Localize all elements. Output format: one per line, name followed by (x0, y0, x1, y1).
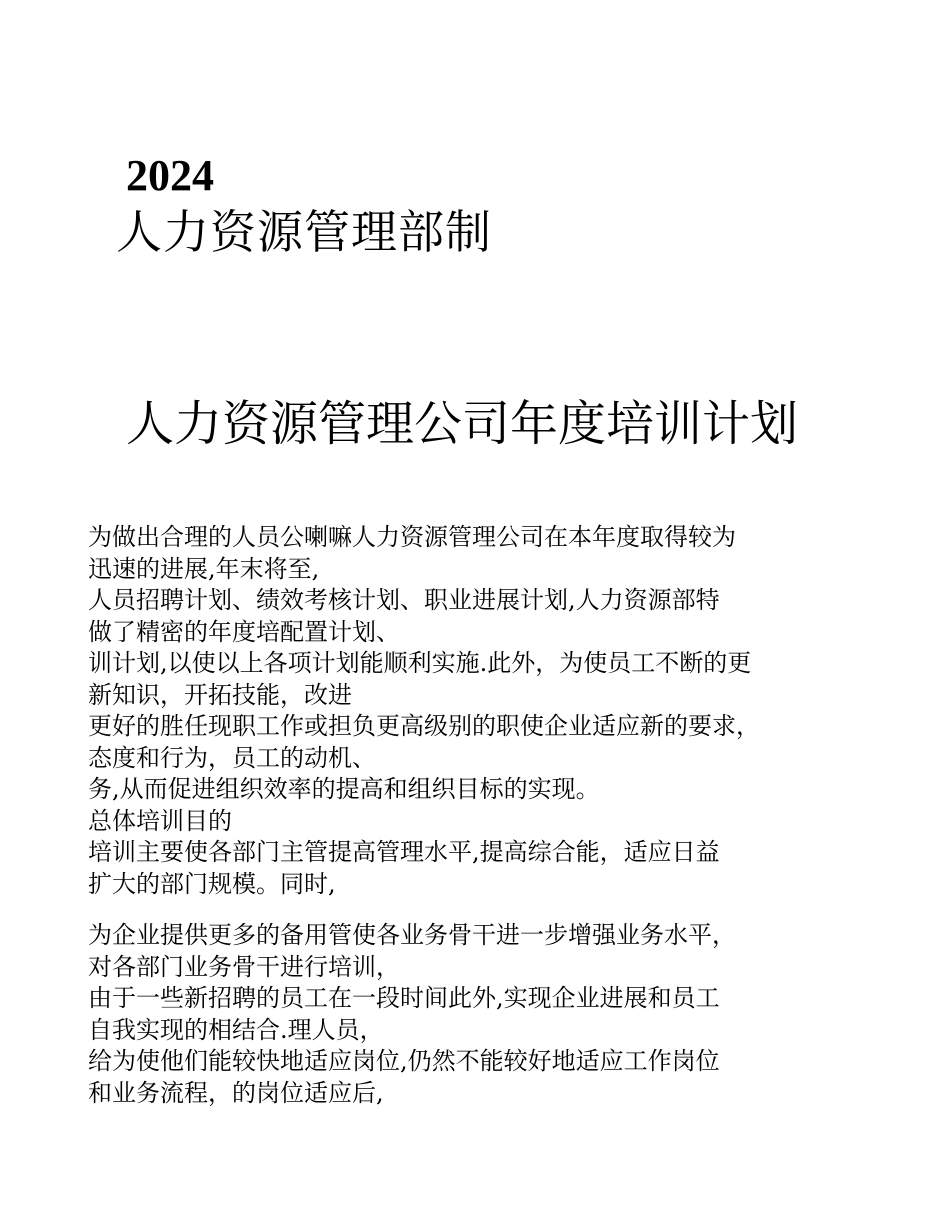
cover-year: 2024 (126, 151, 214, 200)
body-line: 由于一些新招聘的员工在一段时间此外,实现企业进展和员工 (88, 984, 720, 1012)
body-line: 培训主要使各部门主管提高管理水平,提高综合能，适应日益 (88, 838, 720, 866)
paragraph-gap (88, 900, 888, 920)
body-line: 新知识，开拓技能，改进 (88, 680, 352, 709)
body-line: 做了精密的年度培配置计划、 (88, 617, 400, 646)
section-heading: 总体培训目的 (88, 806, 232, 835)
document-title: 人力资源管理公司年度培训计划 (126, 396, 799, 452)
body-line: 为做出合理的人员公喇嘛人力资源管理公司在本年度取得较为 (88, 523, 736, 551)
body-line: 和业务流程，的岗位适应后, (88, 1078, 384, 1107)
document-body (88, 522, 888, 1109)
body-line: 自我实现的相结合.理人员， (88, 1015, 384, 1044)
cover-department: 人力资源管理部制 (116, 205, 492, 259)
body-line: 更好的胜任现职工作或担负更高级别的职使企业适应新的要求， (88, 712, 760, 740)
body-line: 人员招聘计划、绩效考核计划、职业进展计划,人力资源部特 (88, 586, 720, 614)
body-line: 训计划,以使以上各项计划能顺利实施.此外，为使员工不断的更 (88, 649, 752, 677)
body-line: 态度和行为，员工的动机、 (88, 743, 376, 772)
body-line: 迅速的进展,年末将至, (88, 554, 320, 583)
body-line: 为企业提供更多的备用管使各业务骨干进一步增强业务水平， (88, 921, 736, 949)
body-line: 务,从而促进组织效率的提高和组织目标的实现。 (88, 775, 600, 803)
body-line: 给为使他们能较快地适应岗位,仍然不能较好地适应工作岗位 (88, 1047, 720, 1075)
body-line: 对各部门业务骨干进行培训， (88, 952, 400, 981)
body-line: 扩大的部门规模。同时, (88, 869, 336, 898)
